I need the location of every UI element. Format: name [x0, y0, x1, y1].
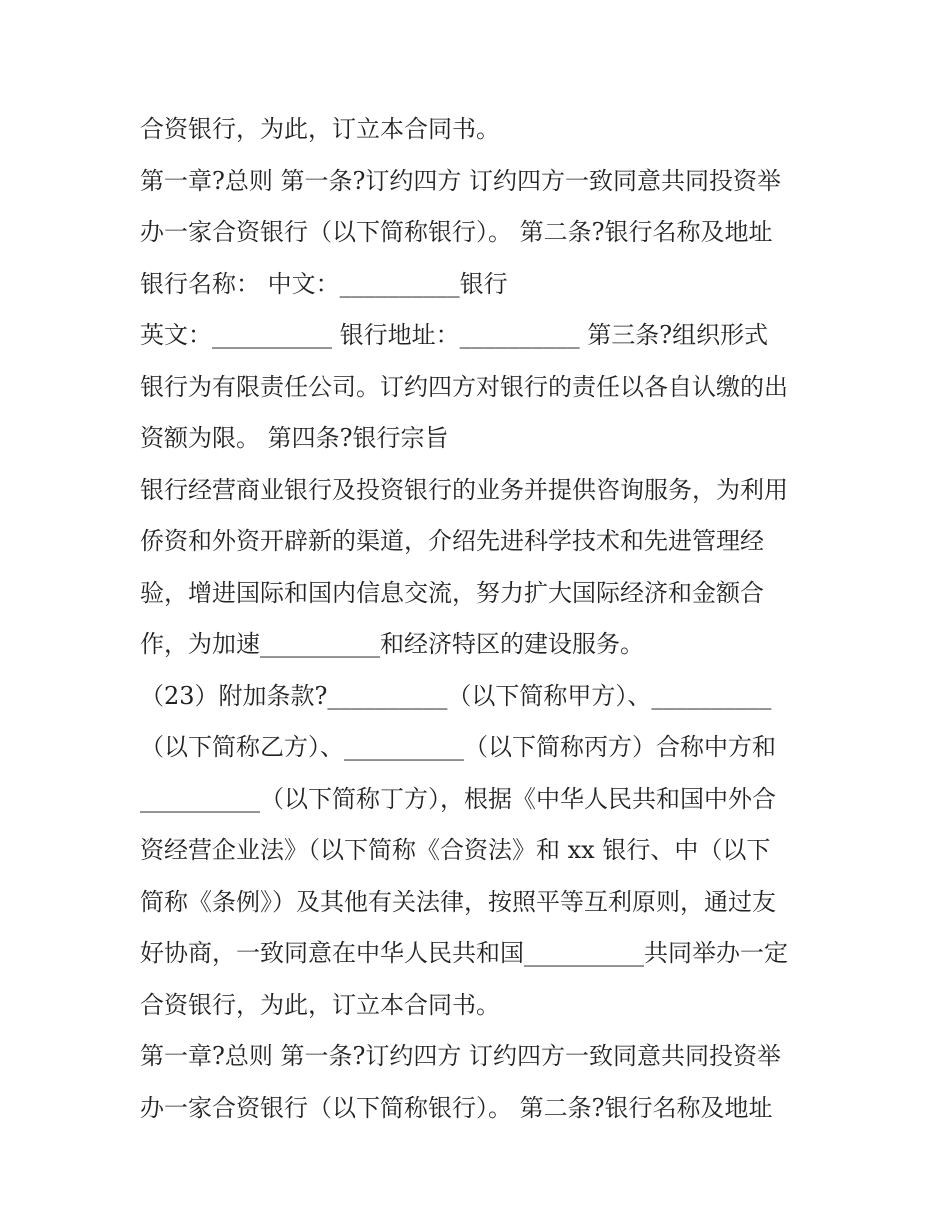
contract-text	[140, 104, 820, 1134]
text-line: 银行经营商业银行及投资银行的业务并提供咨询服务，为利用	[140, 475, 788, 504]
text-line: 银行为有限责任公司。订约四方对银行的责任以各自认缴的出	[140, 372, 788, 401]
text-line: __________（以下简称丁方），根据《中华人民共和国中外合	[140, 784, 776, 813]
text-line: 第一章?总则 第一条?订约四方 订约四方一致同意共同投资举	[140, 1042, 781, 1070]
text-line: 资经营企业法》（以下简称《合资法》和 xx 银行、中（以下	[140, 836, 771, 864]
text-line: 办一家合资银行（以下简称银行）。 第二条?银行名称及地址	[140, 1093, 773, 1122]
text-line: 第一章?总则 第一条?订约四方 订约四方一致同意共同投资举	[140, 166, 781, 195]
text-line: （23）附加条款?__________（以下简称甲方）、__________	[140, 681, 772, 710]
text-line: 资额为限。 第四条?银行宗旨	[140, 424, 449, 452]
text-line: 英文：__________ 银行地址：__________ 第三条?组织形式	[140, 321, 769, 349]
text-line: 侨资和外资开辟新的渠道，介绍先进科学技术和先进管理经	[140, 527, 764, 555]
text-line: 简称《条例》）及其他有关法律，按照平等互利原则，通过友	[140, 887, 776, 916]
text-line: 办一家合资银行（以下简称银行）。 第二条?银行名称及地址	[140, 218, 773, 246]
text-line: 合资银行，为此，订立本合同书。	[140, 115, 500, 143]
text-line: （以下简称乙方）、__________（以下简称丙方）合称中方和	[140, 733, 776, 761]
text-line: 作，为加速__________和经济特区的建设服务。	[140, 630, 644, 658]
text-line: 合资银行，为此，订立本合同书。	[140, 990, 500, 1019]
text-line: 银行名称： 中文：__________银行	[140, 269, 508, 298]
text-line: 验，增进国际和国内信息交流，努力扩大国际经济和金额合	[140, 578, 764, 607]
text-line: 好协商，一致同意在中华人民共和国__________共同举办一定	[140, 939, 788, 967]
